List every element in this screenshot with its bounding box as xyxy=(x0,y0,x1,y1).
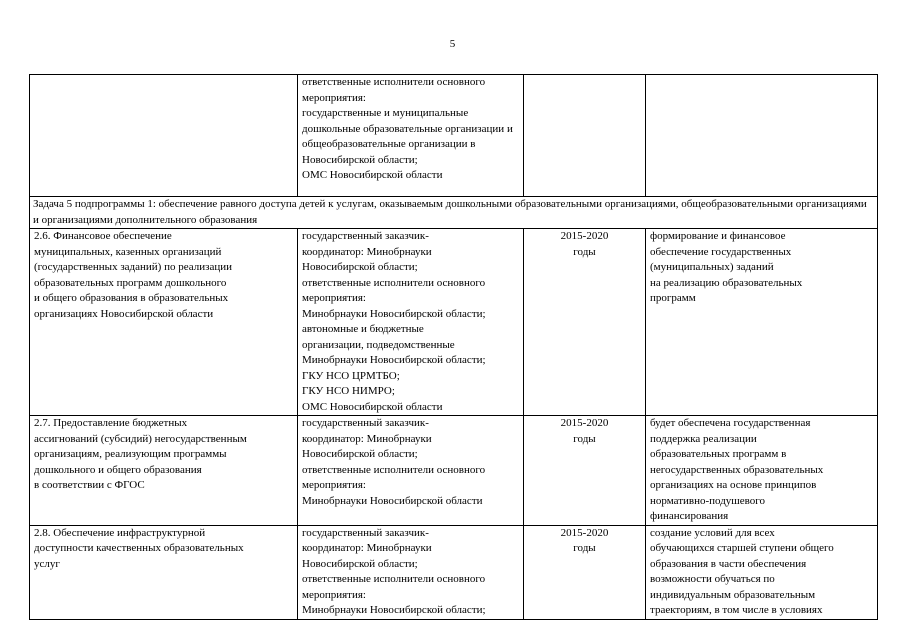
period-cell xyxy=(524,75,646,197)
executors-cell: государственный заказчик- координатор: Минобрнауки Новосибирской области; ответственные исполнители основного мероприятия: Минобрнауки Новосибирской области; xyxy=(298,525,524,619)
table-row xyxy=(30,229,878,416)
executors-cell: государственный заказчик- координатор: Минобрнауки Новосибирской области; ответственные исполнители основного мероприятия: Минобрнауки Новосибирской области xyxy=(298,416,524,526)
table-row xyxy=(30,525,878,619)
activity-cell xyxy=(30,75,298,197)
table-row xyxy=(30,416,878,526)
period-cell: 2015-2020 годы xyxy=(524,416,646,526)
result-cell xyxy=(646,75,878,197)
executors-cell: ответственные исполнители основного мероприятия: государственные и муниципальные дошкольные образовательные организации и общеобразовательные организации в Новосибирской области; ОМС Новосибирской области xyxy=(298,75,524,197)
executors-cell: государственный заказчик- координатор: Минобрнауки Новосибирской области; ответственные исполнители основного мероприятия: Минобрнауки Новосибирской области; автономные и бюджетные организации, подведомственные Минобрнауки Новосибирской области; ГКУ НСО ЦРМТБО; ГКУ НСО НИМРО; ОМС Новосибирской области xyxy=(298,229,524,416)
activity-cell: 2.8. Обеспечение инфраструктурной доступности качественных образовательных услуг xyxy=(30,525,298,619)
task-row xyxy=(30,197,878,229)
page-number: 5 xyxy=(449,38,456,50)
task-heading: Задача 5 подпрограммы 1: обеспечение равного доступа детей к услугам, оказываемым дошкольными образовательными организациями, общеобразовательными организациями и организациями дополнительного образования xyxy=(30,197,878,229)
result-cell: будет обеспечена государственная поддержка реализации образовательных программ в негосударственных образовательных организациях на основе принципов нормативно-подушевого финансирования xyxy=(646,416,878,526)
period-cell: 2015-2020 годы xyxy=(524,525,646,619)
result-cell: формирование и финансовое обеспечение государственных (муниципальных) заданий на реализацию образовательных программ xyxy=(646,229,878,416)
period-cell: 2015-2020 годы xyxy=(524,229,646,416)
result-cell: создание условий для всех обучающихся старшей ступени общего образования в части обеспечения возможности обучаться по индивидуальным образовательным траекториям, в том числе в условиях xyxy=(646,525,878,619)
program-activities-table xyxy=(29,74,878,620)
table-row xyxy=(30,75,878,197)
activity-cell: 2.7. Предоставление бюджетных ассигнований (субсидий) негосударственным организациям, реализующим программы дошкольного и общего образования в соответствии с ФГОС xyxy=(30,416,298,526)
activity-cell: 2.6. Финансовое обеспечение муниципальных, казенных организаций (государственных заданий) по реализации образовательных программ дошкольного и общего образования в образовательных организациях Новосибирской области xyxy=(30,229,298,416)
